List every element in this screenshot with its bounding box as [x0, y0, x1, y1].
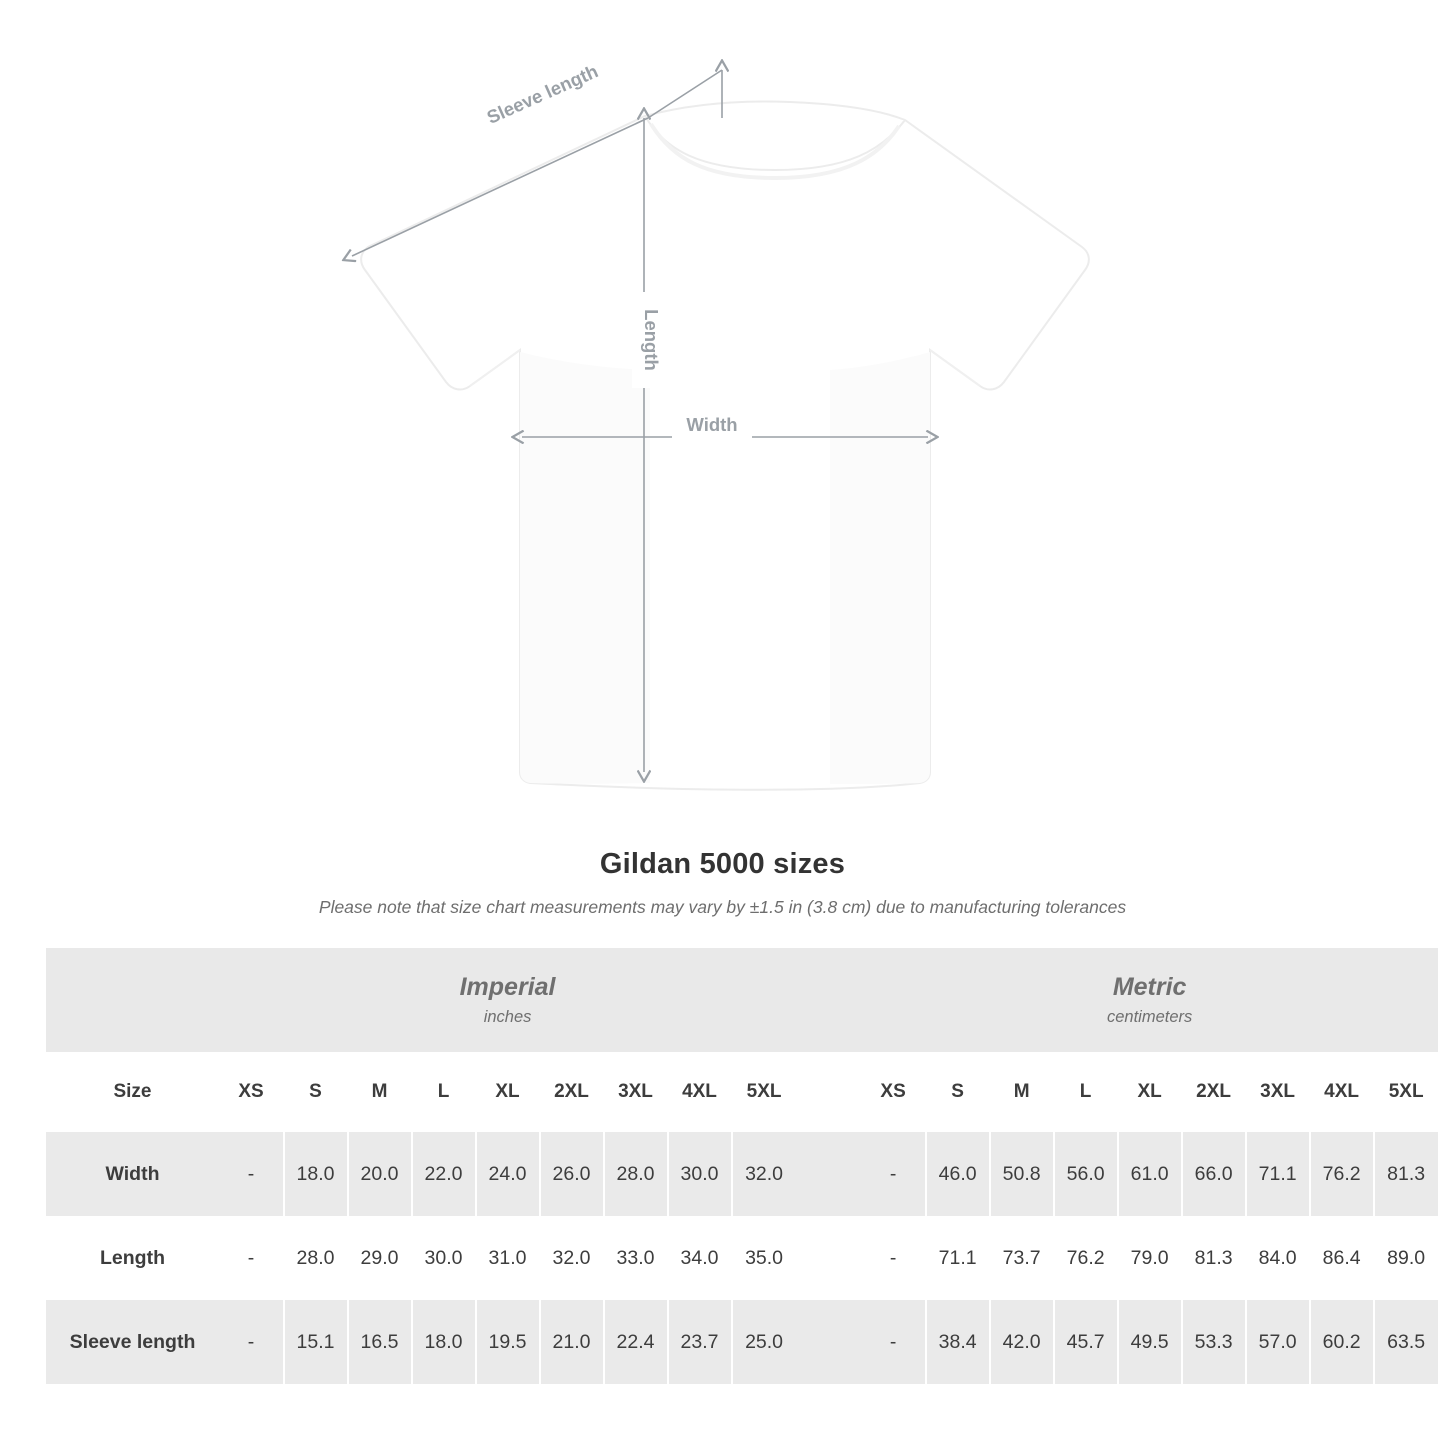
cell-sleeve-imperial-2xl: 21.0 — [540, 1300, 604, 1384]
unit-group-metric-name: Metric — [1112, 972, 1187, 1001]
size-header-imperial-l: L — [412, 1052, 476, 1132]
cell-width-metric-m: 50.8 — [990, 1132, 1054, 1216]
size-header-gap — [796, 1052, 862, 1132]
size-header-imperial-xs: XS — [220, 1052, 284, 1132]
unit-group-imperial — [220, 948, 796, 1052]
cell-sleeve-imperial-4xl: 23.7 — [668, 1300, 732, 1384]
cell-width-imperial-m: 20.0 — [348, 1132, 412, 1216]
size-header-metric-2xl: 2XL — [1182, 1052, 1246, 1132]
size-header-metric-s: S — [926, 1052, 990, 1132]
size-header-imperial-2xl: 2XL — [540, 1052, 604, 1132]
sleeve-length-label: Sleeve length — [483, 60, 602, 128]
cell-length-imperial-3xl: 33.0 — [604, 1216, 668, 1300]
cell-length-metric-m: 73.7 — [990, 1216, 1054, 1300]
cell-length-metric-4xl: 86.4 — [1310, 1216, 1374, 1300]
cell-length-metric-xs: - — [862, 1216, 926, 1300]
cell-width-imperial-xl: 24.0 — [476, 1132, 540, 1216]
cell-length-imperial-xs: - — [220, 1216, 284, 1300]
cell-width-metric-xl: 61.0 — [1118, 1132, 1182, 1216]
cell-length-imperial-m: 29.0 — [348, 1216, 412, 1300]
cell-length-imperial-l: 30.0 — [412, 1216, 476, 1300]
row-label-width: Width — [46, 1132, 220, 1216]
size-header-label: Size — [46, 1052, 220, 1132]
cell-sleeve-imperial-xl: 19.5 — [476, 1300, 540, 1384]
cell-length-imperial-s: 28.0 — [284, 1216, 348, 1300]
cell-width-imperial-xs: - — [220, 1132, 284, 1216]
cell-sleeve-metric-2xl: 53.3 — [1182, 1300, 1246, 1384]
row-label-length: Length — [46, 1216, 220, 1300]
cell-sleeve-metric-4xl: 60.2 — [1310, 1300, 1374, 1384]
cell-length-imperial-5xl: 35.0 — [732, 1216, 796, 1300]
cell-length-imperial-4xl: 34.0 — [668, 1216, 732, 1300]
cell-length-metric-s: 71.1 — [926, 1216, 990, 1300]
cell-sleeve-imperial-5xl: 25.0 — [732, 1300, 796, 1384]
cell-sleeve-imperial-xs: - — [220, 1300, 284, 1384]
length-label: Length — [641, 309, 662, 371]
row-gap-sleeve — [796, 1300, 862, 1384]
page-title: Gildan 5000 sizes — [599, 848, 846, 880]
cell-sleeve-metric-s: 38.4 — [926, 1300, 990, 1384]
row-label-sleeve-length: Sleeve length — [46, 1300, 220, 1384]
unit-header-spacer — [46, 948, 220, 1052]
cell-sleeve-metric-xs: - — [862, 1300, 926, 1384]
size-header-metric-3xl: 3XL — [1246, 1052, 1310, 1132]
cell-width-metric-3xl: 71.1 — [1246, 1132, 1310, 1216]
cell-sleeve-imperial-s: 15.1 — [284, 1300, 348, 1384]
table-row — [46, 1132, 1438, 1216]
size-header-metric-4xl: 4XL — [1310, 1052, 1374, 1132]
size-header-imperial-s: S — [284, 1052, 348, 1132]
cell-length-imperial-xl: 31.0 — [476, 1216, 540, 1300]
size-header-metric-xs: XS — [862, 1052, 926, 1132]
cell-width-imperial-l: 22.0 — [412, 1132, 476, 1216]
size-header-imperial-4xl: 4XL — [668, 1052, 732, 1132]
size-table-container — [46, 918, 1426, 1384]
cell-length-imperial-2xl: 32.0 — [540, 1216, 604, 1300]
unit-group-imperial-name: Imperial — [459, 972, 556, 1001]
size-header-row — [46, 1052, 1438, 1132]
cell-sleeve-imperial-m: 16.5 — [348, 1300, 412, 1384]
cell-sleeve-metric-3xl: 57.0 — [1246, 1300, 1310, 1384]
cell-width-metric-xs: - — [862, 1132, 926, 1216]
cell-sleeve-metric-l: 45.7 — [1054, 1300, 1118, 1384]
cell-length-metric-2xl: 81.3 — [1182, 1216, 1246, 1300]
cell-width-metric-l: 56.0 — [1054, 1132, 1118, 1216]
tshirt-shape — [361, 102, 1089, 790]
table-row — [46, 1300, 1438, 1384]
cell-sleeve-metric-m: 42.0 — [990, 1300, 1054, 1384]
cell-length-metric-5xl: 89.0 — [1374, 1216, 1438, 1300]
cell-length-metric-l: 76.2 — [1054, 1216, 1118, 1300]
unit-header-gap — [796, 948, 862, 1052]
cell-width-imperial-4xl: 30.0 — [668, 1132, 732, 1216]
unit-group-metric — [862, 948, 1438, 1052]
size-header-metric-5xl: 5XL — [1374, 1052, 1438, 1132]
size-header-imperial-m: M — [348, 1052, 412, 1132]
cell-length-metric-xl: 79.0 — [1118, 1216, 1182, 1300]
cell-width-imperial-2xl: 26.0 — [540, 1132, 604, 1216]
cell-length-metric-3xl: 84.0 — [1246, 1216, 1310, 1300]
tolerance-note: Please note that size chart measurements may vary by ±1.5 in (3.8 cm) due to manufacturing tolerances — [318, 897, 1127, 917]
size-header-imperial-3xl: 3XL — [604, 1052, 668, 1132]
cell-width-metric-4xl: 76.2 — [1310, 1132, 1374, 1216]
unit-group-metric-sub: centimeters — [1107, 1008, 1193, 1027]
size-header-imperial-5xl: 5XL — [732, 1052, 796, 1132]
unit-group-imperial-sub: inches — [483, 1008, 532, 1027]
cell-width-imperial-s: 18.0 — [284, 1132, 348, 1216]
cell-width-metric-2xl: 66.0 — [1182, 1132, 1246, 1216]
row-gap-length — [796, 1216, 862, 1300]
table-row — [46, 1216, 1438, 1300]
size-header-imperial-xl: XL — [476, 1052, 540, 1132]
size-table — [46, 948, 1438, 1384]
unit-header-row — [46, 948, 1438, 1052]
size-header-metric-l: L — [1054, 1052, 1118, 1132]
size-header-metric-m: M — [990, 1052, 1054, 1132]
cell-width-metric-s: 46.0 — [926, 1132, 990, 1216]
cell-sleeve-metric-xl: 49.5 — [1118, 1300, 1182, 1384]
cell-sleeve-imperial-l: 18.0 — [412, 1300, 476, 1384]
size-header-metric-xl: XL — [1118, 1052, 1182, 1132]
cell-width-imperial-3xl: 28.0 — [604, 1132, 668, 1216]
cell-sleeve-metric-5xl: 63.5 — [1374, 1300, 1438, 1384]
cell-width-metric-5xl: 81.3 — [1374, 1132, 1438, 1216]
cell-width-imperial-5xl: 32.0 — [732, 1132, 796, 1216]
width-label: Width — [686, 414, 738, 435]
row-gap-width — [796, 1132, 862, 1216]
cell-sleeve-imperial-3xl: 22.4 — [604, 1300, 668, 1384]
